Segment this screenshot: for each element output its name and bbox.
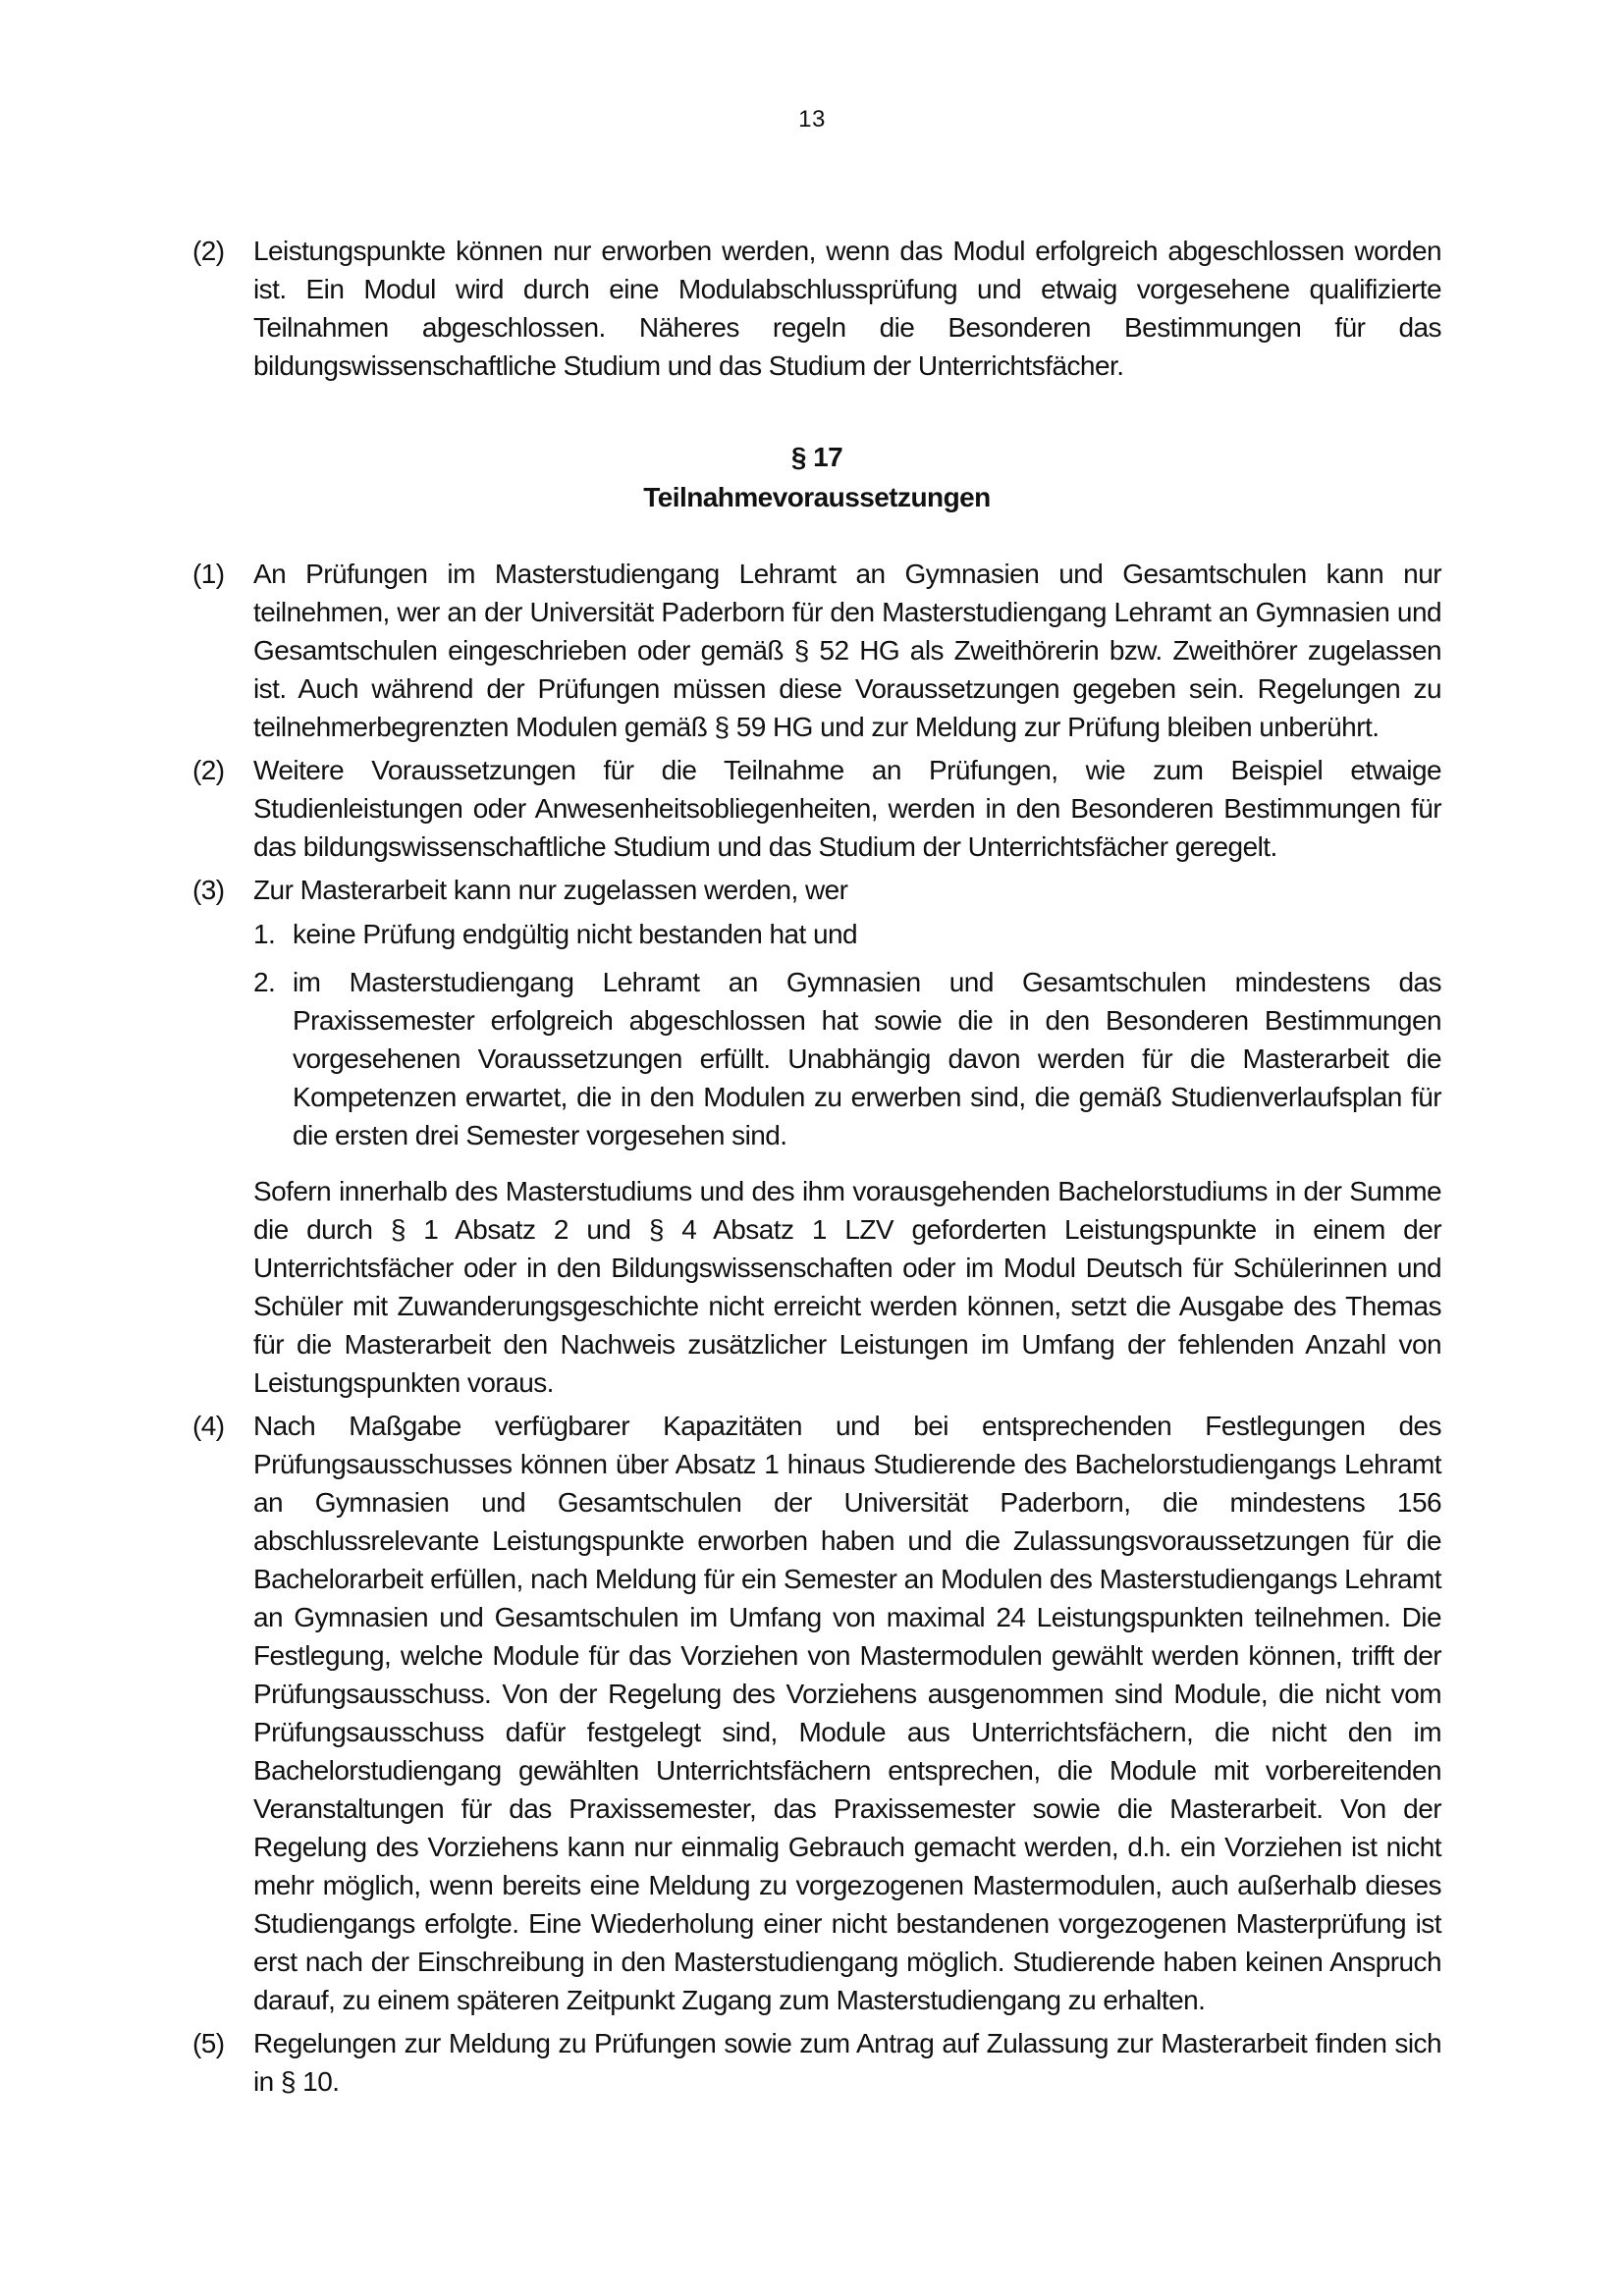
paragraph-text: Nach Maßgabe verfügbarer Kapazitäten und bei entsprechenden Festlegungen des Prüfungsausschusses können über Absatz 1 hinaus Studierende des Bachelorstudiengangs Lehramt an Gymnasien und Gesamtschulen der Universität Paderborn, die mindestens 156 abschlussrelevante Leistungspunkte erworben haben und die Zulassungsvoraussetzungen für die Bachelorarbeit erfüllen, nach Meldung für ein Semester an Modulen des Masterstudiengangs Lehramt an Gymnasien und Gesamtschulen im Umfang von maximal 24 Leistungspunkten teilnehmen. Die Festlegung, welche Module für das Vorziehen von Mastermodulen gewählt werden können, trifft der Prüfungsausschuss. Von der Regelung des Vorziehens ausgenommen sind Module, die nicht vom Prüfungsausschuss dafür festgelegt sind, Module aus Unterrichtsfächern, die nicht den im Bachelorstudiengang gewählten Unterrichtsfächern entsprechen, die Module mit vorbereitenden Veranstaltungen für das Praxissemester, das Praxissemester sowie die Masterarbeit. Von der Regelung des Vorziehens kann nur einmalig Gebrauch gemacht werden, d.h. ein Vorziehen ist nicht mehr möglich, wenn bereits eine Meldung zu vorgezogenen Mastermodulen, auch außerhalb dieses Studiengangs erfolgte. Eine Wiederholung einer nicht bestandenen vorgezogenen Masterprüfung ist erst nach der Einschreibung in den Masterstudiengang möglich. Studierende haben keinen Anspruch darauf, zu einem späteren Zeitpunkt Zugang zum Masterstudiengang zu erhalten. xyxy=(253,1411,1441,2015)
paragraph-text: Leistungspunkte können nur erworben werden, wenn das Modul erfolgreich abgeschlossen worden ist. Ein Modul wird durch eine Modulabschlussprüfung und etwaig vorgesehene qualifizierte Teilnahmen abgeschlossen. Näheres regeln die Besonderen Bestimmungen für das bildungswissenschaftliche Studium und das Studium der Unterrichtsfächer. xyxy=(253,236,1441,381)
paragraph-number: (2) xyxy=(192,755,225,785)
paragraph-text: An Prüfungen im Masterstudiengang Lehramt an Gymnasien und Gesamtschulen kann nur teilnehmen, wer an der Universität Paderborn für den Masterstudiengang Lehramt an Gymnasien und Gesamtschulen eingeschrieben oder gemäß § 52 HG als Zweithörerin bzw. Zweithörer zugelassen ist. Auch während der Prüfungen müssen diese Voraussetzungen gegeben sein. Regelungen zu teilnehmerbegrenzten Modulen gemäß § 59 HG und zur Meldung zur Prüfung bleiben unberührt. xyxy=(253,559,1441,742)
paragraph-number: (3) xyxy=(192,875,225,905)
paragraph-number: (4) xyxy=(192,1411,225,1441)
list-item-text: keine Prüfung endgültig nicht bestanden hat und xyxy=(293,919,858,949)
paragraph-number: (2) xyxy=(192,236,225,266)
list-item-number: 1. xyxy=(253,919,276,949)
list-item xyxy=(253,915,1441,953)
paragraph-text: Zur Masterarbeit kann nur zugelassen werden, wer xyxy=(253,875,848,905)
paragraph-1 xyxy=(192,555,1441,746)
paragraph-3 xyxy=(192,871,1441,1402)
list-item xyxy=(253,963,1441,1154)
paragraph-5 xyxy=(192,2024,1441,2101)
paragraph-number: (1) xyxy=(192,559,225,589)
page-number: 13 xyxy=(798,106,826,133)
section-title: Teilnahmevoraussetzungen xyxy=(643,482,991,512)
section-number: § 17 xyxy=(790,442,843,472)
paragraph-number: (5) xyxy=(192,2028,225,2058)
paragraph-2 xyxy=(192,751,1441,866)
condition-list xyxy=(253,915,1441,1154)
paragraph-text: Regelungen zur Meldung zu Prüfungen sowie zum Antrag auf Zulassung zur Masterarbeit finden sich in § 10. xyxy=(253,2028,1441,2097)
list-item-text: im Masterstudiengang Lehramt an Gymnasien und Gesamtschulen mindestens das Praxissemester erfolgreich abgeschlossen hat sowie die in den Besonderen Bestimmungen vorgesehenen Voraussetzungen erfüllt. Unabhängig davon werden für die Masterarbeit die Kompetenzen erwartet, die in den Modulen zu erwerben sind, die gemäß Studienverlaufsplan für die ersten drei Semester vorgesehen sind. xyxy=(293,967,1441,1150)
paragraph-text: Weitere Voraussetzungen für die Teilnahme an Prüfungen, wie zum Beispiel etwaige Studienleistungen oder Anwesenheitsobliegenheiten, werden in den Besonderen Bestimmungen für das bildungswissenschaftliche Studium und das Studium der Unterrichtsfächer geregelt. xyxy=(253,755,1441,862)
section-heading xyxy=(192,437,1441,517)
paragraph-continuation: Sofern innerhalb des Masterstudiums und des ihm vorausgehenden Bachelorstudiums in der Summe die durch § 1 Absatz 2 und § 4 Absatz 1 LZV geforderten Leistungspunkte in einem der Unterrichtsfächer oder in den Bildungswissenschaften oder im Modul Deutsch für Schülerinnen und Schüler mit Zuwanderungsgeschichte nicht erreicht werden können, setzt die Ausgabe des Themas für die Masterarbeit den Nachweis zusätzlicher Leistungen im Umfang der fehlenden Anzahl von Leistungspunkten voraus. xyxy=(253,1176,1441,1398)
page-content xyxy=(192,232,1441,2106)
paragraph-4 xyxy=(192,1407,1441,2019)
paragraph-intro xyxy=(192,232,1441,385)
list-item-number: 2. xyxy=(253,967,276,997)
